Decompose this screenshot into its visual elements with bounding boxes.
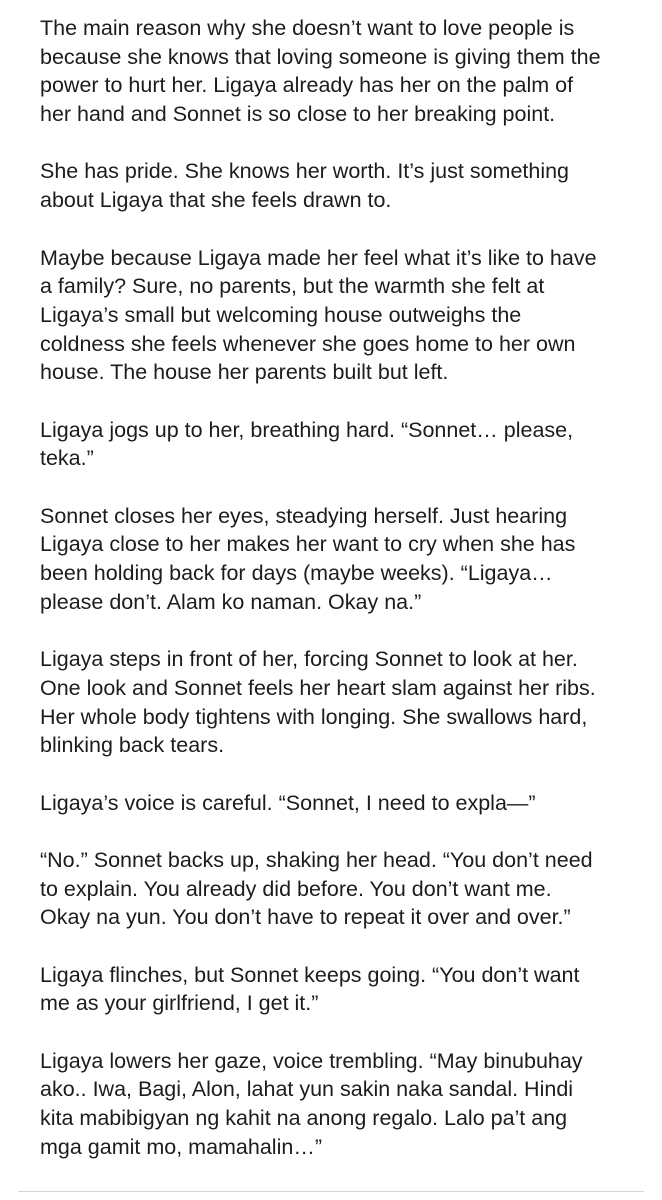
story-paragraph (40, 416, 642, 473)
paragraph-line: Sonnet closes her eyes, steadying herself. Just hearing (40, 503, 568, 528)
paragraph-line: coldness she feels whenever she goes home to her own (40, 331, 576, 356)
paragraph-line: me as your girlfriend, I get it.” (40, 991, 319, 1016)
paragraph-line: Ligaya jogs up to her, breathing hard. “Sonnet… please, (40, 417, 574, 442)
story-paragraph (40, 645, 642, 760)
story-paragraph (40, 244, 642, 387)
story-paragraph (40, 846, 642, 932)
paragraph-line: kita mabibigyan ng kahit na anong regalo. Lalo pa’t ang (40, 1106, 568, 1131)
paragraph-line: Ligaya’s voice is careful. “Sonnet, I need to expla—” (40, 790, 536, 815)
paragraph-line: ako.. Iwa, Bagi, Alon, lahat yun sakin naka sandal. Hindi (40, 1077, 574, 1102)
story-paragraph (40, 157, 642, 214)
paragraph-line: “No.” Sonnet backs up, shaking her head. “You don’t need (40, 847, 593, 872)
paragraph-line: Maybe because Ligaya made her feel what it’s like to have (40, 245, 597, 270)
paragraph-line: house. The house her parents built but left. (40, 360, 449, 385)
paragraph-line: Ligaya flinches, but Sonnet keeps going. “You don’t want (40, 962, 580, 987)
paragraph-line: Ligaya steps in front of her, forcing Sonnet to look at her. (40, 647, 578, 672)
story-paragraph (40, 961, 642, 1018)
paragraph-line: The main reason why she doesn’t want to love people is (40, 16, 575, 40)
paragraph-line: a family? Sure, no parents, but the warmth she felt at (40, 274, 545, 299)
paragraph-line: her hand and Sonnet is so close to her breaking point. (40, 102, 556, 127)
paragraph-line: mga gamit mo, mamahalin…” (40, 1134, 322, 1159)
paragraph-line: to explain. You already did before. You don’t want me. (40, 876, 552, 901)
paragraph-line: because she knows that loving someone is giving them the (40, 44, 601, 69)
bottom-divider (18, 1191, 644, 1192)
story-paragraph (40, 1047, 642, 1162)
paragraph-line: been holding back for days (maybe weeks). “Ligaya… (40, 561, 553, 586)
paragraph-line: Okay na yun. You don’t have to repeat it over and over.” (40, 905, 571, 930)
paragraph-line: Ligaya lowers her gaze, voice trembling. “May binubuhay (40, 1048, 583, 1073)
paragraph-line: about Ligaya that she feels drawn to. (40, 188, 392, 213)
story-paragraph (40, 502, 642, 617)
paragraph-line: teka.” (40, 446, 94, 471)
paragraph-line: Ligaya close to her makes her want to cry when she has (40, 532, 576, 557)
paragraph-line: Her whole body tightens with longing. She swallows hard, (40, 704, 588, 729)
story-paragraph (40, 789, 642, 818)
paragraph-line: please don’t. Alam ko naman. Okay na.” (40, 589, 422, 614)
paragraph-line: One look and Sonnet feels her heart slam against her ribs. (40, 675, 596, 700)
paragraph-line: She has pride. She knows her worth. It’s just something (40, 159, 570, 184)
paragraph-line: power to hurt her. Ligaya already has her on the palm of (40, 73, 574, 98)
story-paragraph (40, 14, 642, 129)
paragraph-line: blinking back tears. (40, 733, 225, 758)
paragraph-line: Ligaya’s small but welcoming house outweighs the (40, 302, 522, 327)
